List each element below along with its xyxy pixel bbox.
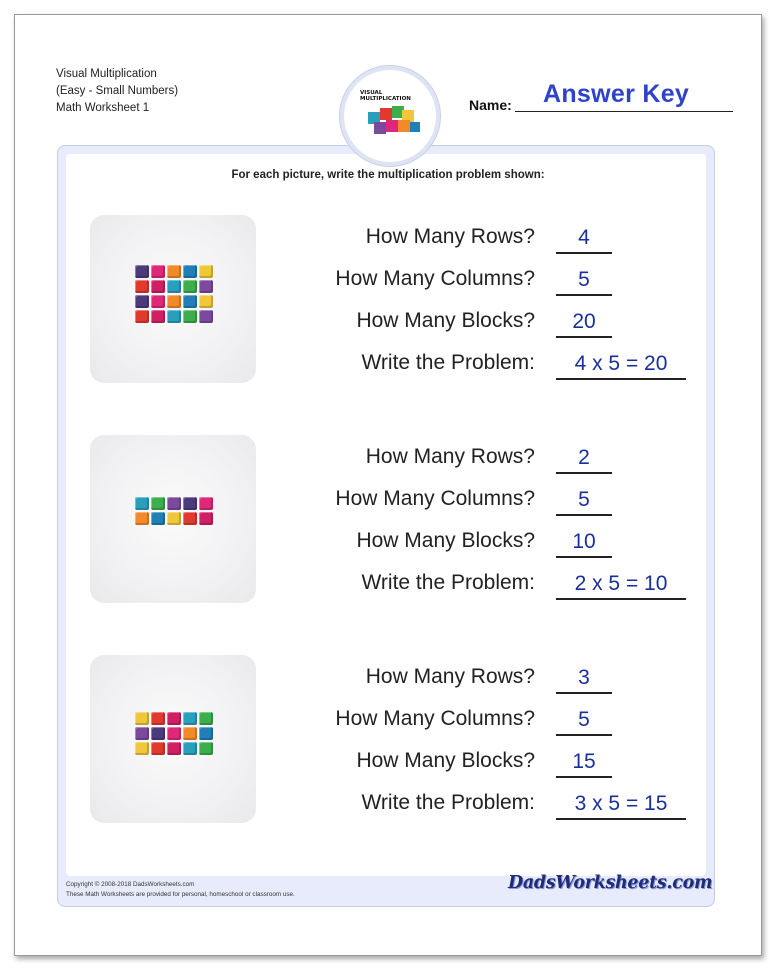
- block-cube: [135, 742, 149, 755]
- title-line-1: Visual Multiplication: [56, 68, 157, 80]
- columns-answer-3[interactable]: 5: [556, 706, 612, 736]
- worksheet-title: [56, 66, 178, 117]
- instructions: For each picture, write the multiplication problem shown:: [231, 169, 545, 181]
- name-label: Name:: [469, 97, 512, 113]
- visual-multiplication-logo: [340, 66, 440, 166]
- problem-answer-2[interactable]: 2 x 5 = 10: [556, 570, 686, 600]
- block-cube: [135, 512, 149, 525]
- block-cube: [135, 280, 149, 293]
- problem-label-3: Write the Problem:: [361, 791, 535, 814]
- footer-copyright: [66, 880, 295, 900]
- blocks-answer-1[interactable]: 20: [556, 308, 612, 338]
- problem-label-1: Write the Problem:: [361, 351, 535, 374]
- problem-label-2: Write the Problem:: [361, 571, 535, 594]
- name-line: [515, 111, 733, 112]
- blocks-label-3: How Many Blocks?: [356, 749, 535, 772]
- block-cube: [135, 727, 149, 740]
- block-cube: [199, 512, 213, 525]
- block-cube: [151, 712, 165, 725]
- block-cube: [135, 265, 149, 278]
- title-line-3: Math Worksheet 1: [56, 102, 150, 114]
- cubes-icon: [344, 70, 436, 162]
- block-cube: [135, 295, 149, 308]
- rows-label-1: How Many Rows?: [365, 225, 535, 248]
- block-cube: [183, 295, 197, 308]
- blocks-answer-2[interactable]: 10: [556, 528, 612, 558]
- rows-label-3: How Many Rows?: [365, 665, 535, 688]
- dadsworksheets-logo: DadsWorksheets.com: [508, 873, 713, 893]
- block-cube: [135, 310, 149, 323]
- block-cube: [151, 512, 165, 525]
- copyright-text: Copyright © 2008-2018 DadsWorksheets.com: [66, 881, 195, 888]
- title-line-2: (Easy - Small Numbers): [56, 85, 179, 97]
- rows-answer-2[interactable]: 2: [556, 444, 612, 474]
- columns-label-2: How Many Columns?: [335, 487, 535, 510]
- blocks-label-2: How Many Blocks?: [356, 529, 535, 552]
- problem-answer-1[interactable]: 4 x 5 = 20: [556, 350, 686, 380]
- block-cube: [135, 497, 149, 510]
- rows-answer-1[interactable]: 4: [556, 224, 612, 254]
- block-cube: [167, 295, 181, 308]
- block-cube: [151, 497, 165, 510]
- block-cube: [183, 512, 197, 525]
- block-cube: [135, 712, 149, 725]
- block-cube: [151, 295, 165, 308]
- rows-label-2: How Many Rows?: [365, 445, 535, 468]
- columns-answer-2[interactable]: 5: [556, 486, 612, 516]
- logo-line-1: VISUAL: [360, 90, 383, 96]
- problem-answer-3[interactable]: 3 x 5 = 15: [556, 790, 686, 820]
- block-cube: [151, 265, 165, 278]
- usage-notice: These Math Worksheets are provided for personal, homeschool or classroom use.: [66, 891, 295, 898]
- block-cube: [151, 727, 165, 740]
- answer-key-title: Answer Key: [543, 80, 690, 108]
- block-cube: [151, 280, 165, 293]
- block-cube: [151, 742, 165, 755]
- block-cube: [167, 512, 181, 525]
- columns-answer-1[interactable]: 5: [556, 266, 612, 296]
- columns-label-3: How Many Columns?: [335, 707, 535, 730]
- block-cube: [199, 295, 213, 308]
- block-cube: [151, 310, 165, 323]
- columns-label-1: How Many Columns?: [335, 267, 535, 290]
- logo-line-2: MULTIPLICATION: [360, 96, 411, 102]
- blocks-label-1: How Many Blocks?: [356, 309, 535, 332]
- rows-answer-3[interactable]: 3: [556, 664, 612, 694]
- blocks-answer-3[interactable]: 15: [556, 748, 612, 778]
